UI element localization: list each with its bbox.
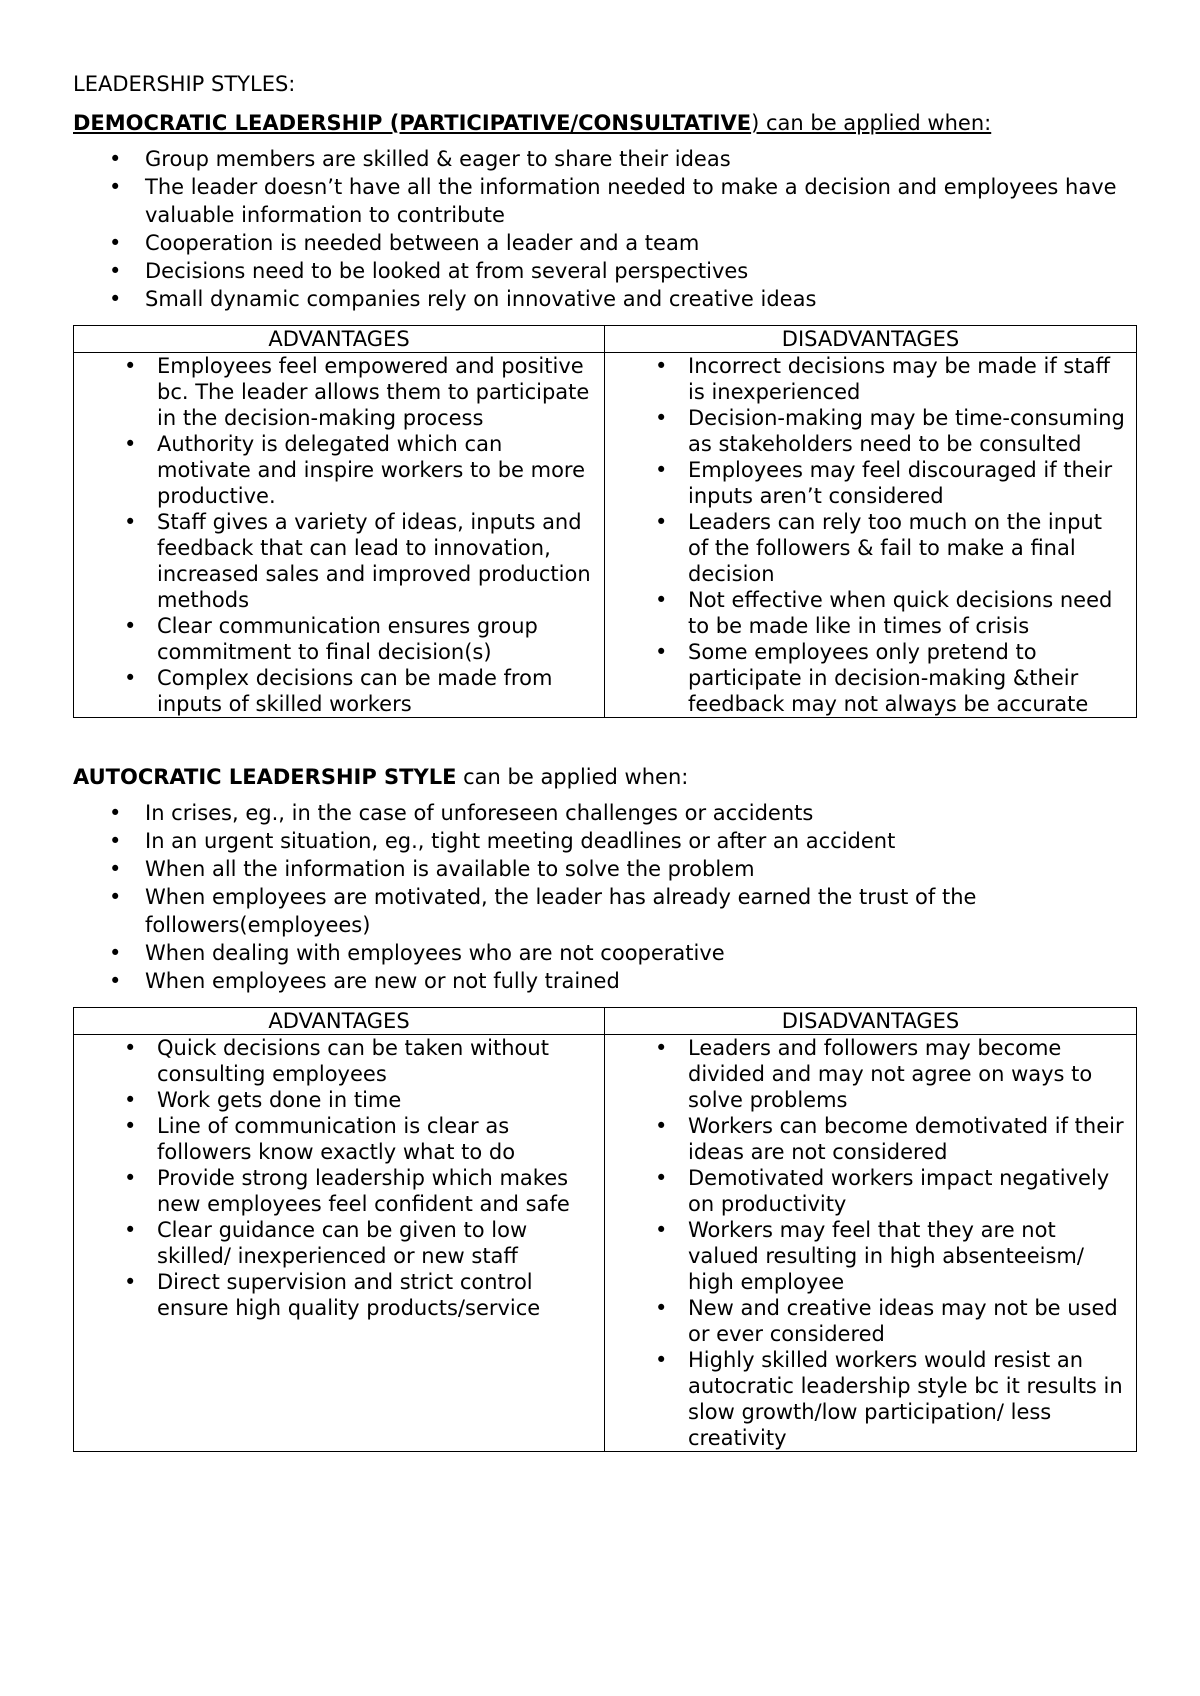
democratic-heading [73, 109, 1136, 137]
democratic-conditions-list [73, 145, 1136, 313]
list-item: • Group members are skilled & eager to share their ideas [73, 145, 1136, 173]
list-item: • Clear communication ensures group commitment to final decision(s) [74, 613, 596, 665]
list-item: • When all the information is available to solve the problem [73, 855, 1136, 883]
autocratic-conditions-list [73, 799, 1136, 995]
list-item: • When dealing with employees who are not cooperative [73, 939, 1136, 967]
democratic-heading-bold: DEMOCRATIC LEADERSHIP (PARTICIPATIVE/CONSULTATIVE [73, 111, 752, 135]
list-item: • When employees are new or not fully trained [73, 967, 1136, 995]
list-item: • Line of communication is clear as followers know exactly what to do [74, 1113, 596, 1165]
advantages-header: ADVANTAGES [74, 326, 605, 353]
list-item: • In crises, eg., in the case of unforeseen challenges or accidents [73, 799, 1136, 827]
disadvantages-cell [605, 1035, 1137, 1452]
list-item: • Staff gives a variety of ideas, inputs and feedback that can lead to innovation, increased sales and improved production methods [74, 509, 596, 613]
list-item: • Not effective when quick decisions need to be made like in times of crisis [605, 587, 1128, 639]
autocratic-heading-bold: AUTOCRATIC LEADERSHIP STYLE [73, 765, 457, 789]
section-spacer [73, 718, 1136, 763]
autocratic-heading-rest: can be applied when: [456, 765, 689, 789]
autocratic-table [73, 1007, 1137, 1452]
disadvantages-header: DISADVANTAGES [605, 1008, 1137, 1035]
list-item: • Highly skilled workers would resist an autocratic leadership style bc it results in slow growth/low participation/ less creativity [605, 1347, 1128, 1451]
list-item: • Complex decisions can be made from inputs of skilled workers [74, 665, 596, 717]
democratic-heading-rest: ) can be applied when: [751, 111, 992, 135]
list-item: • Leaders and followers may become divided and may not agree on ways to solve problems [605, 1035, 1128, 1113]
list-item: • Workers may feel that they are not valued resulting in high absenteeism/ high employee [605, 1217, 1128, 1295]
list-item: • Direct supervision and strict control ensure high quality products/service [74, 1269, 596, 1321]
list-item: • Clear guidance can be given to low skilled/ inexperienced or new staff [74, 1217, 596, 1269]
list-item: • Leaders can rely too much on the input of the followers & fail to make a final decision [605, 509, 1128, 587]
list-item: • In an urgent situation, eg., tight meeting deadlines or after an accident [73, 827, 1136, 855]
list-item: • Workers can become demotivated if their ideas are not considered [605, 1113, 1128, 1165]
document-title: LEADERSHIP STYLES: [73, 72, 296, 96]
advantages-list [74, 353, 596, 717]
advantages-cell [74, 353, 605, 718]
autocratic-heading [73, 763, 1136, 791]
list-item: • New and creative ideas may not be used or ever considered [605, 1295, 1128, 1347]
list-item: • Quick decisions can be taken without consulting employees [74, 1035, 596, 1087]
disadvantages-list [605, 353, 1128, 717]
advantages-header: ADVANTAGES [74, 1008, 605, 1035]
document-page [73, 70, 1136, 1452]
list-item: • When employees are motivated, the leader has already earned the trust of the followers(employees) [73, 883, 1136, 939]
democratic-section [73, 109, 1136, 718]
list-item: • Employees may feel discouraged if their inputs aren’t considered [605, 457, 1128, 509]
disadvantages-cell [605, 353, 1137, 718]
list-item: • Authority is delegated which can motivate and inspire workers to be more productive. [74, 431, 596, 509]
list-item: • Incorrect decisions may be made if staff is inexperienced [605, 353, 1128, 405]
list-item: • Cooperation is needed between a leader and a team [73, 229, 1136, 257]
autocratic-section [73, 763, 1136, 1452]
democratic-table [73, 325, 1137, 718]
list-item: • Work gets done in time [74, 1087, 596, 1113]
list-item: • Decision-making may be time-consuming as stakeholders need to be consulted [605, 405, 1128, 457]
list-item: • Some employees only pretend to participate in decision-making &their feedback may not always be accurate [605, 639, 1128, 717]
disadvantages-list [605, 1035, 1128, 1451]
advantages-cell [74, 1035, 605, 1452]
list-item: • Demotivated workers impact negatively on productivity [605, 1165, 1128, 1217]
list-item: • The leader doesn’t have all the information needed to make a decision and employees have valuable information to contribute [73, 173, 1136, 229]
disadvantages-header: DISADVANTAGES [605, 326, 1137, 353]
list-item: • Provide strong leadership which makes new employees feel confident and safe [74, 1165, 596, 1217]
list-item: • Small dynamic companies rely on innovative and creative ideas [73, 285, 1136, 313]
advantages-list [74, 1035, 596, 1321]
list-item: • Employees feel empowered and positive bc. The leader allows them to participate in the decision-making process [74, 353, 596, 431]
list-item: • Decisions need to be looked at from several perspectives [73, 257, 1136, 285]
